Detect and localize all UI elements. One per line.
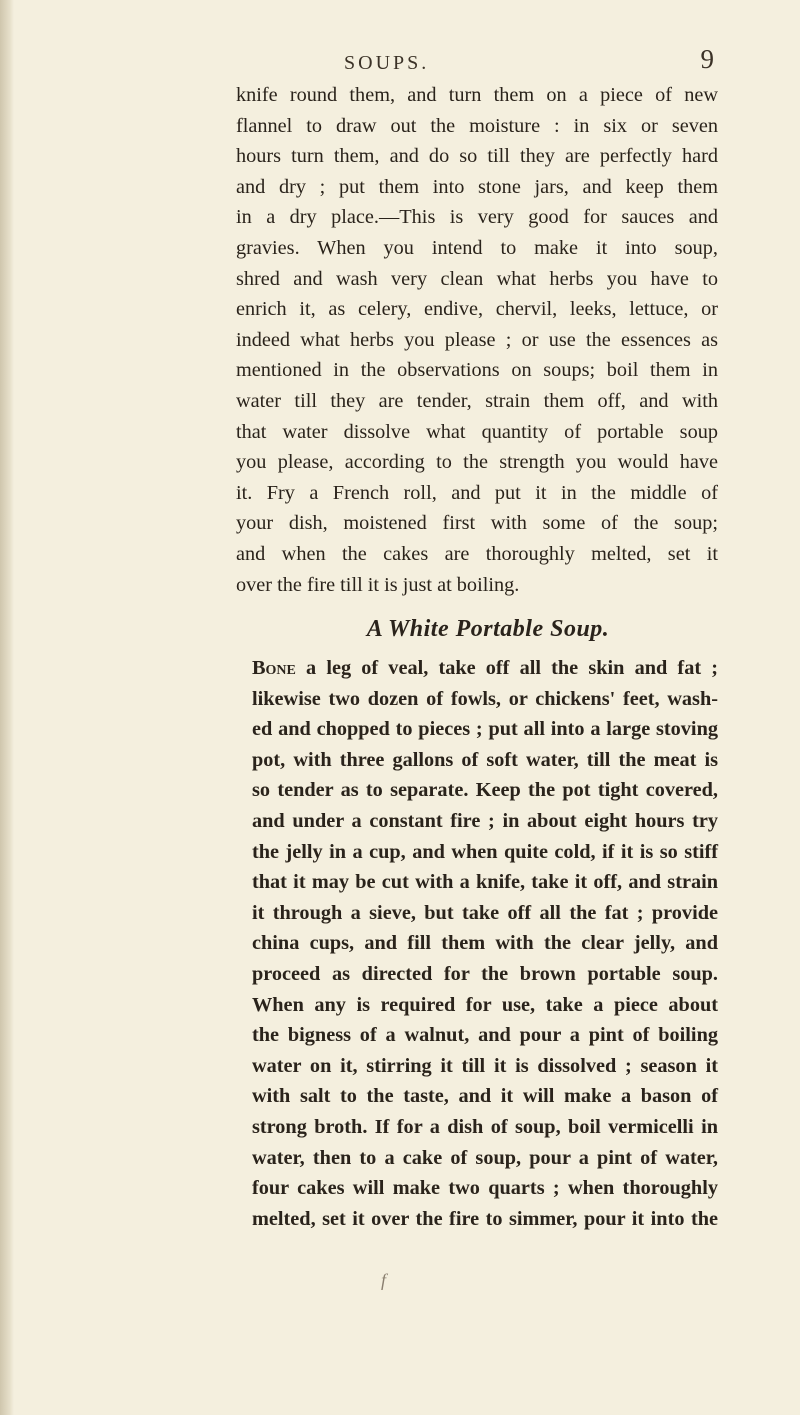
text-line: indeed what herbs you please ; or use the essences as — [236, 328, 718, 351]
text-line: likewise two dozen of fowls, or chickens' feet, wash- — [252, 687, 718, 710]
running-head — [256, 44, 714, 80]
book-page — [236, 44, 718, 1234]
text-line: knife round them, and turn them on a piece of new — [236, 84, 718, 106]
text-line: that water dissolve what quantity of portable soup — [236, 420, 718, 443]
text-line: mentioned in the observations on soups; boil them in — [236, 359, 718, 382]
text-line: shred and wash very clean what herbs you have to — [236, 267, 718, 290]
page-gutter-shadow — [0, 0, 14, 1415]
text-line: china cups, and fill them with the clear jelly, and — [252, 932, 718, 955]
page-number: 9 — [700, 44, 714, 74]
text-line: water, then to a cake of soup, pour a pint of water, — [252, 1146, 718, 1169]
text-line: water on it, stirring it till it is dissolved ; season it — [252, 1054, 718, 1077]
text-line: When any is required for use, take a piece about — [252, 993, 718, 1016]
text-line: your dish, moistened first with some of the soup; — [236, 512, 718, 535]
text-line: enrich it, as celery, endive, chervil, leeks, lettuce, or — [236, 298, 718, 321]
text-line — [252, 653, 718, 684]
section-title: A White Portable Soup. — [366, 616, 610, 643]
text-line: flannel to draw out the moisture : in six or seven — [236, 114, 718, 137]
running-head-title: SOUPS. — [344, 52, 430, 74]
text-line: melted, set it over the fire to simmer, pour it into the — [252, 1207, 718, 1230]
text-line: that it may be cut with a knife, take it off, and strain — [252, 871, 718, 894]
text-line: water till they are tender, strain them off, and with — [236, 389, 718, 412]
text-line: so tender as to separate. Keep the pot tight covered, — [252, 779, 718, 802]
text-line: and when the cakes are thoroughly melted, set it — [236, 542, 718, 565]
text-line-rest: a leg of veal, take off all the skin and fat ; — [295, 657, 718, 680]
text-line: gravies. When you intend to make it into soup, — [236, 236, 718, 259]
text-line: ed and chopped to pieces ; put all into a large stoving — [252, 718, 718, 741]
paragraph-1 — [236, 80, 718, 600]
text-line: four cakes will make two quarts ; when thoroughly — [252, 1177, 718, 1200]
drop-word: Bone — [252, 657, 296, 680]
text-line: over the fire till it is just at boiling. — [236, 573, 520, 596]
paragraph-2 — [252, 653, 718, 1234]
text-line: in a dry place.—This is very good for sauces and — [236, 206, 718, 229]
text-line: with salt to the taste, and it will make a bason of — [252, 1085, 718, 1108]
text-line: it. Fry a French roll, and put it in the middle of — [236, 481, 718, 504]
text-line: the jelly in a cup, and when quite cold, if it is so stiff — [252, 840, 718, 863]
text-line: and dry ; put them into stone jars, and keep them — [236, 175, 718, 198]
text-line: strong broth. If for a dish of soup, boil vermicelli in — [252, 1116, 718, 1138]
stray-ink-mark: f — [381, 1270, 387, 1290]
text-line: and under a constant fire ; in about eight hours try — [252, 810, 718, 833]
text-line: it through a sieve, but take off all the fat ; provide — [252, 901, 718, 924]
text-line: hours turn them, and do so till they are perfectly hard — [236, 145, 718, 168]
text-line: proceed as directed for the brown portable soup. — [252, 963, 718, 986]
text-line: the bigness of a walnut, and pour a pint of boiling — [252, 1024, 718, 1047]
text-line: pot, with three gallons of soft water, till the meat is — [252, 748, 718, 771]
text-line: you please, according to the strength you would have — [236, 451, 718, 474]
